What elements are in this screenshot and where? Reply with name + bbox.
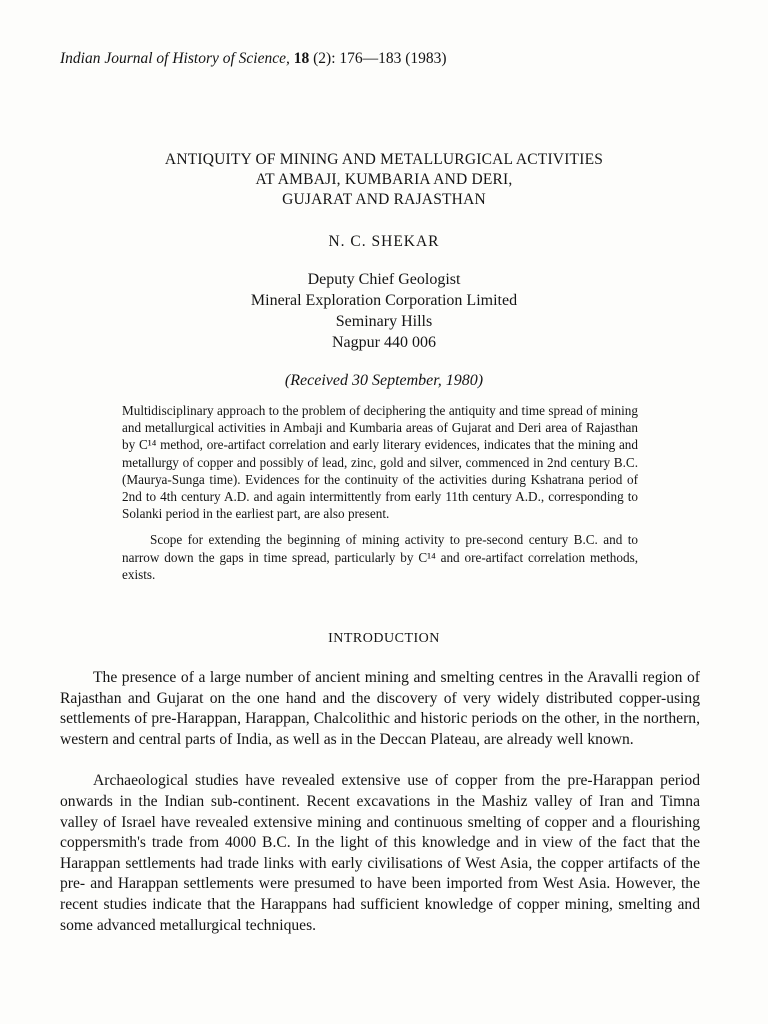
affiliation-line-2: Mineral Exploration Corporation Limited [250,292,518,309]
author-affiliation [0,269,768,353]
title-line-3: GUJARAT AND RAJASTHAN [282,191,486,208]
abstract [122,402,638,583]
affiliation-line-4: Nagpur 440 006 [332,334,436,351]
title-line-2: AT AMBAJI, KUMBARIA AND DERI, [255,171,513,188]
journal-volume: 18 [293,50,310,67]
received-date: (Received 30 September, 1980) [284,372,484,389]
abstract-paragraph-2: Scope for extending the beginning of mining activity to pre-second century B.C. and to narrow down the gaps in time spread, particularly by C¹⁴ and ore-artifact correlation methods, exists. [122,532,638,582]
section-heading: INTRODUCTION [328,631,440,646]
body-text [60,668,700,936]
author-name: N. C. SHEKAR [328,233,440,250]
affiliation-line-1: Deputy Chief Geologist [307,271,461,288]
journal-issue-pages: (2): 176—183 (1983) [313,50,447,67]
paper-title [0,150,768,210]
body-paragraph-2: Archaeological studies have revealed extensive use of copper from the pre-Harappan period onwards in the Indian sub-continent. Recent excavations in the Mashiz valley of Iran and Timna valley of Israel have revealed extensive mining and continuous smelting of copper and a flourishing coppersmith's trade from 4000 B.C. In the light of this knowledge and in view of the fact that the Harappan settlements had trade links with early civilisations of West Asia, the copper artifacts of the pre- and Harappan settlements were presumed to have been imported from West Asia. However, the recent studies indicate that the Harappans had sufficient knowledge of copper mining, smelting and some advanced metallurgical techniques. [60,772,700,934]
title-line-1: ANTIQUITY OF MINING AND METALLURGICAL ACTIVITIES [164,151,604,168]
abstract-paragraph-1: Multidisciplinary approach to the problem of deciphering the antiquity and time spread of mining and metallurgical activities in Ambaji and Kumbaria areas of Gujarat and Deri area of Rajasthan by C¹⁴ method, ore-artifact correlation and early literary evidences, indicates that the mining and metallurgy of copper and possibly of lead, zinc, gold and silver, commenced in 2nd century B.C. (Maurya-Sunga time). Evidences for the continuity of the activities during Kshatrana period of 2nd to 4th century A.D. and again intermittently from early 11th century A.D., corresponding to Solanki period in the earliest part, are also present. [122,403,638,522]
body-paragraph-1: The presence of a large number of ancient mining and smelting centres in the Aravalli region of Rajasthan and Gujarat on the one hand and the discovery of very widely distributed copper-using settlements of pre-Harappan, Harappan, Chalcolithic and historic periods on the other, in the northern, western and central parts of India, as well as in the Deccan Plateau, are already well known. [60,669,700,748]
affiliation-line-3: Seminary Hills [335,313,433,330]
journal-citation [60,50,447,68]
journal-name: Indian Journal of History of Science, [60,50,290,67]
